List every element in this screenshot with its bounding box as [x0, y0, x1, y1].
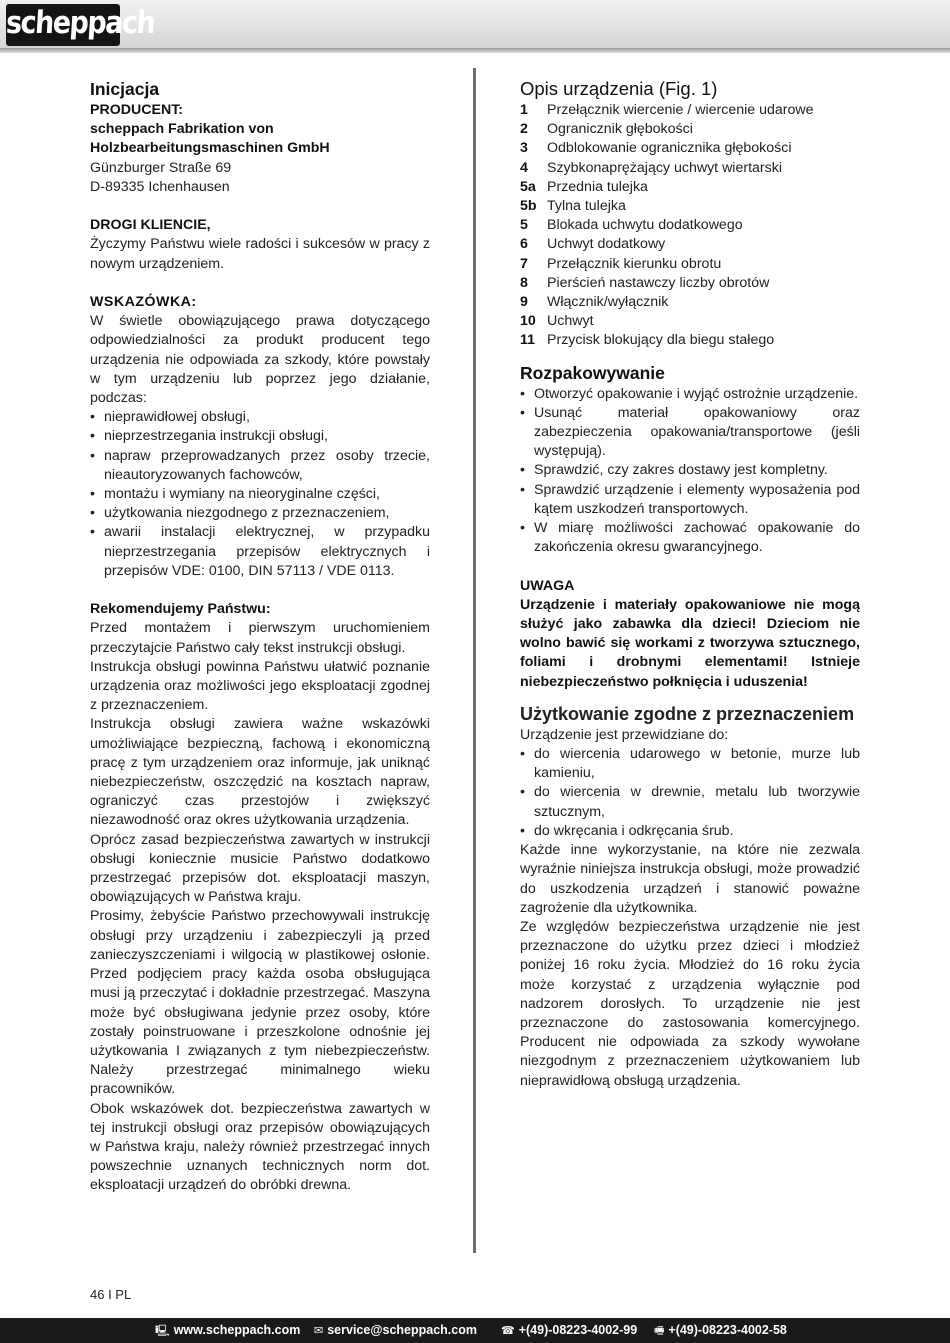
- part-number: 3: [520, 140, 528, 157]
- page-footer: [0, 1318, 950, 1343]
- part-label: Uchwyt: [547, 313, 594, 330]
- column-divider: [473, 68, 476, 1253]
- list-item: • do wiercenia w drewnie, metalu lub tworzywie sztucznym,: [520, 783, 860, 821]
- recommend-paragraph: Instrukcja obsługi zawiera ważne wskazówki umożliwiające bezpieczną, fachową i ekonomiczną pracę z tym urządzeniem oraz informuje, jak uniknąć niebezpieczeństw, oszczędzić na kosztach napraw, ograniczyć czas przestojów i zwiększyć niezawodność oraz okres użytkowania urządzenia.: [90, 716, 430, 829]
- recommend-paragraph: Prosimy, żebyście Państwo przechowywali instrukcję obsługi przy urządzeniu i zabezpieczyli ją przed zanieczyszczeniami i wilgocią w plastikowej osłonie. Przed podjęciem pracy każda osoba obsługująca musi ją przeczytać i dokładnie przestrzegać. Maszyna może być obsługiwana jedynie przez osoby, które zostały poinstruowane i przeszkolone odnośnie jej użytkowania I związanych z tym niebezpieczeństw. Należy przestrzegać minimalnego wieku pracowników.: [90, 908, 430, 1098]
- section-title-intended-use: Użytkowanie zgodne z przeznaczeniem: [520, 703, 855, 724]
- part-number: 8: [520, 274, 528, 291]
- list-item: • Otworzyć opakowanie i wyjąć ostrożnie urządzenie.: [520, 385, 860, 404]
- part-item: [520, 235, 860, 254]
- intended-use-intro: Urządzenie jest przewidziane do:: [520, 726, 729, 743]
- part-item: [520, 255, 860, 274]
- figure-reference: (Fig. 1): [658, 78, 718, 99]
- footer-fax[interactable]: 🖷 +(49)-08223-4002-58: [654, 1323, 787, 1337]
- footer-email[interactable]: ✉ service@scheppach.com: [314, 1323, 477, 1337]
- part-item: [520, 101, 860, 120]
- list-item: • Sprawdzić, czy zakres dostawy jest kompletny.: [520, 461, 860, 480]
- list-item: • awarii instalacji elektrycznej, w przypadku nieprzestrzegania przepisów elektrycznych i przepisów VDE: 0100, DIN 57113 / VDE 0113.: [90, 523, 430, 581]
- part-label: Przełącznik kierunku obrotu: [547, 255, 722, 272]
- header-divider: [0, 48, 950, 53]
- part-item: [520, 331, 860, 350]
- recommend-paragraph: Przed montażem i pierwszym uruchomieniem przeczytajcie Państwo cały tekst instrukcji obsługi.: [90, 620, 430, 656]
- section-title-unpacking: Rozpakowywanie: [520, 362, 665, 383]
- producer-address-street: Günzburger Straße 69: [90, 159, 232, 176]
- page-header: [0, 0, 950, 48]
- list-item: • Usunąć materiał opakowaniowy oraz zabezpieczenia opakowania/transportowe (jeśli występują).: [520, 404, 860, 462]
- parts-list: [520, 101, 860, 351]
- part-number: 5b: [520, 198, 537, 215]
- part-label: Przycisk blokujący dla biegu stałego: [547, 332, 775, 349]
- part-number: 4: [520, 159, 528, 176]
- recommend-paragraph: Obok wskazówek dot. bezpieczeństwa zawartych w tej instrukcji obsługi oraz przepisów obowiązujących w Państwa kraju, należy również przestrzegać innych powszechnie uznanych technicznych norm dot. eksploatacji urządzeń do obróbki drewna.: [90, 1100, 430, 1194]
- part-label: Odblokowanie ogranicznika głębokości: [547, 140, 792, 157]
- part-label: Przednia tulejka: [547, 178, 648, 195]
- part-number: 5: [520, 217, 528, 234]
- greeting-text: Życzymy Państwu wiele radości i sukcesów w pracy z nowym urządzeniem.: [90, 236, 430, 272]
- list-item: • Sprawdzić urządzenie i elementy wyposażenia pod kątem uszkodzeń transportowych.: [520, 481, 860, 519]
- part-label: Ogranicznik głębokości: [547, 121, 693, 138]
- note-text: W świetle obowiązującego prawa dotyczącego odpowiedzialności za produkt producent tego urządzenia nie odpowiada za szkody, które powstały w tym urządzeniu lub poprzez jego działanie, podczas:: [90, 313, 430, 407]
- part-number: 10: [520, 313, 536, 330]
- intended-use-list: [520, 745, 860, 841]
- recommend-paragraph: Instrukcja obsługi powinna Państwu ułatwić poznanie urządzenia oraz możliwości jego eksploatacji zgodnej z przeznaczeniem.: [90, 658, 430, 714]
- list-item: • nieprawidłowej obsługi,: [90, 408, 430, 427]
- part-item: [520, 216, 860, 235]
- device-description-title: Opis urządzenia: [520, 78, 654, 99]
- recommend-label: Rekomendujemy Państwu:: [90, 601, 271, 618]
- producer-name-line-2: Holzbearbeitungsmaschinen GmbH: [90, 140, 330, 157]
- section-title-device-description: [520, 77, 860, 101]
- footer-phone[interactable]: ☎ +(49)-08223-4002-99: [501, 1323, 638, 1337]
- part-number: 7: [520, 255, 528, 272]
- section-title-introduction: Inicjacja: [90, 79, 160, 99]
- page-number: 46 I PL: [90, 1287, 132, 1302]
- list-item: • użytkowania niezgodnego z przeznaczeniem,: [90, 504, 430, 523]
- part-item: [520, 120, 860, 139]
- note-list: [90, 408, 430, 581]
- footer-website[interactable]: 🖳 www.scheppach.com: [155, 1323, 301, 1337]
- part-number: 2: [520, 121, 528, 138]
- list-item: • montażu i wymiany na nieoryginalne części,: [90, 485, 430, 504]
- unpacking-list: [520, 385, 860, 558]
- producer-name-line-1: scheppach Fabrikation von: [90, 121, 274, 138]
- list-item: • do wkręcania i odkręcania śrub.: [520, 822, 860, 841]
- monitor-icon: 🖳: [155, 1324, 170, 1337]
- part-item: [520, 139, 860, 158]
- part-item: [520, 312, 860, 331]
- producer-label: PRODUCENT:: [90, 102, 184, 118]
- part-label: Przełącznik wiercenie / wiercenie udarowe: [547, 102, 814, 118]
- part-label: Tylna tulejka: [547, 198, 626, 215]
- intended-use-paragraph: Każde inne wykorzystanie, na które nie zezwala wyraźnie niniejsza instrukcja obsługi, może prowadzić do uszkodzenia urządzeń i stanowić poważne zagrożenie dla użytkownika.: [520, 842, 860, 916]
- part-number: 1: [520, 102, 528, 118]
- part-item: [520, 159, 860, 178]
- list-item: • nieprzestrzegania instrukcji obsługi,: [90, 427, 430, 446]
- part-label: Uchwyt dodatkowy: [547, 236, 666, 253]
- list-item: • W miarę możliwości zachować opakowanie do zakończenia okresu gwarancyjnego.: [520, 519, 860, 557]
- part-label: Włącznik/wyłącznik: [547, 294, 669, 311]
- warning-label: UWAGA: [520, 577, 575, 594]
- part-number: 11: [520, 332, 535, 349]
- intended-use-paragraph: Ze względów bezpieczeństwa urządzenie nie jest przeznaczone do użytku przez dzieci i młodzież poniżej 16 roku życia. Młodzież do 16 roku życia może korzystać z urządzenia wyłącznie pod nadzorem dorosłych. To urządzenie nie jest przeznaczone do zastosowania komercyjnego. Producent nie odpowiada za szkody wywołane niezgodnym z przeznaczeniem użytkowaniem lub nieprawidłową obsługą urządzenia.: [520, 918, 860, 1089]
- part-item: [520, 178, 860, 197]
- part-number: 5a: [520, 178, 536, 195]
- greeting-label: DROGI KLIENCIE,: [90, 217, 211, 234]
- part-label: Blokada uchwytu dodatkowego: [547, 217, 743, 234]
- left-column: [90, 77, 430, 1196]
- part-item: [520, 274, 860, 293]
- right-column: [520, 77, 860, 1091]
- warning-text: Urządzenie i materiały opakowaniowe nie mogą służyć jako zabawka dla dzieci! Dzieciom nie wolno bawić się workami z tworzywa sztucznego, foliami i drobnymi elementami! Istnieje niebezpieczeństwo połknięcia i uduszenia!: [520, 596, 860, 690]
- scheppach-logo[interactable]: scheppach: [6, 4, 120, 46]
- envelope-icon: ✉: [314, 1324, 324, 1337]
- part-item: [520, 293, 860, 312]
- part-number: 9: [520, 294, 528, 311]
- list-item: • napraw przeprowadzanych przez osoby trzecie, nieautoryzowanych fachowców,: [90, 447, 430, 485]
- phone-icon: ☎: [501, 1324, 515, 1337]
- recommend-paragraph: Oprócz zasad bezpieczeństwa zawartych w instrukcji obsługi koniecznie musicie Państwo dodatkowo przestrzegać przepisów dot. eksploatacji maszyn, obowiązujących w Państwa kraju.: [90, 831, 430, 906]
- fax-icon: 🖷: [654, 1324, 665, 1337]
- part-item: [520, 197, 860, 216]
- part-number: 6: [520, 236, 528, 253]
- list-item: • do wiercenia udarowego w betonie, murze lub kamieniu,: [520, 745, 860, 783]
- note-label: WSKAZÓWKA:: [90, 294, 197, 310]
- part-label: Szybkonaprężający uchwyt wiertarski: [547, 159, 782, 176]
- part-label: Pierścień nastawczy liczby obrotów: [547, 274, 770, 291]
- producer-address-city: D-89335 Ichenhausen: [90, 178, 230, 195]
